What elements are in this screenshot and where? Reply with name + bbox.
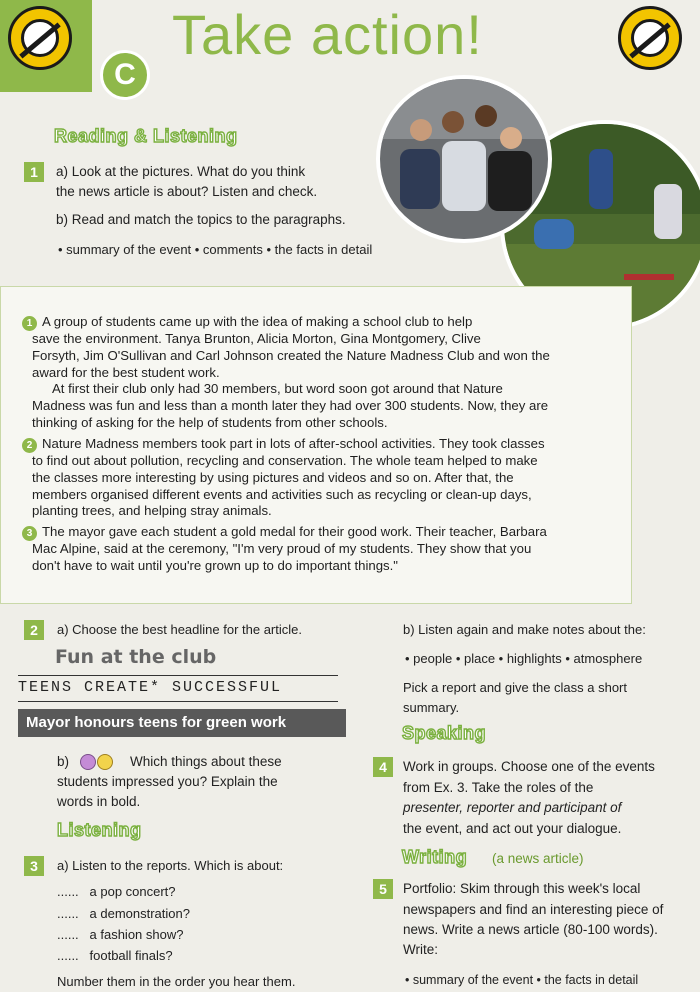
headline-rule-top xyxy=(18,675,338,676)
writing-subheading: (a news article) xyxy=(492,851,584,866)
paragraph-1-number: 1 xyxy=(22,316,37,331)
exercise-4-number: 4 xyxy=(373,757,393,777)
ex3-report-line1: Pick a report and give the class a short xyxy=(403,680,628,695)
ex2-a: a) Choose the best headline for the article. xyxy=(57,622,302,637)
paragraph-2-number: 2 xyxy=(22,438,37,453)
ex3-item-1: ...... a pop concert? xyxy=(57,884,176,899)
exercise-1-number: 1 xyxy=(24,162,44,182)
ex2-b-line2: students impressed you? Explain the xyxy=(57,774,278,789)
exercise-5-number: 5 xyxy=(373,879,393,899)
headline-option-3: Mayor honours teens for green work xyxy=(18,709,346,737)
reading-listening-heading: Reading & Listening xyxy=(54,126,238,146)
page-title: Take action! xyxy=(172,3,483,66)
ex3-item-4: ...... football finals? xyxy=(57,948,173,963)
ex4-line3: presenter, reporter and participant of xyxy=(403,800,622,815)
ex2-b-line1: Which things about these xyxy=(130,754,282,769)
listening-heading: Listening xyxy=(57,820,142,840)
ex2-b-line3: words in bold. xyxy=(57,794,141,809)
ex2-b-label: b) xyxy=(57,754,70,769)
section-letter-badge: C xyxy=(100,50,150,100)
ex1-b: b) Read and match the topics to the paragraphs. xyxy=(56,212,346,227)
ex3-a: a) Listen to the reports. Which is about: xyxy=(57,858,284,873)
students-photo xyxy=(376,75,552,243)
pair-work-icon xyxy=(80,754,114,773)
ex1-topics: • summary of the event • comments • the facts in detail xyxy=(58,242,373,257)
ex3-b-notes: • people • place • highlights • atmosphere xyxy=(405,651,643,666)
pdf-stamp-left-icon[interactable] xyxy=(8,6,72,70)
ex5-line3: news. Write a news article (80-100 words). xyxy=(403,922,658,937)
paragraph-3-number: 3 xyxy=(22,526,37,541)
pdf-stamp-right-icon[interactable] xyxy=(618,6,682,70)
ex3-item-2: ...... a demonstration? xyxy=(57,906,190,921)
headline-option-2: TEENS CREATE* SUCCESSFUL xyxy=(18,679,283,696)
ex3-report-line2: summary. xyxy=(403,700,460,715)
article-paragraph-3: 3 The mayor gave each student a gold medal for their good work. Their teacher, Barbara Mac Alpine, said at the ceremony, "I'm very proud of my students. They show that you don't have to wait until you're grown up to do important things." xyxy=(22,524,612,575)
ex4-line4: the event, and act out your dialogue. xyxy=(403,821,622,836)
ex5-line2: newspapers and find an interesting piece of xyxy=(403,902,664,917)
ex3-footer: Number them in the order you hear them. xyxy=(57,974,296,989)
ex5-topics: • summary of the event • the facts in detail xyxy=(405,973,639,987)
exercise-2-number: 2 xyxy=(24,620,44,640)
ex4-line2: from Ex. 3. Take the roles of the xyxy=(403,780,594,795)
ex3-b: b) Listen again and make notes about the: xyxy=(403,622,646,637)
ex1-a-line2: the news article is about? Listen and check. xyxy=(56,184,318,199)
headline-rule-bottom xyxy=(18,701,338,702)
ex3-item-3: ...... a fashion show? xyxy=(57,927,184,942)
ex4-line1: Work in groups. Choose one of the events xyxy=(403,759,655,774)
exercise-3-number: 3 xyxy=(24,856,44,876)
ex5-line1: Portfolio: Skim through this week's local xyxy=(403,881,641,896)
speaking-heading: Speaking xyxy=(402,723,487,743)
headline-option-1: Fun at the club xyxy=(55,646,217,668)
article-paragraph-2: 2 Nature Madness members took part in lots of after-school activities. They took classes to find out about pollution, recycling and conservation. The whole team helped to make the classes more interesting by using pictures and videos and so on. After that, the members organised different events and activities such as recycling or clean-up days, planting trees, and helping stray animals. xyxy=(22,436,612,520)
ex1-a-line1: a) Look at the pictures. What do you think xyxy=(56,164,306,179)
article-paragraph-1: 1 A group of students came up with the idea of making a school club to help save the environment. Tanya Brunton, Alicia Morton, Gina Montgomery, Clive Forsyth, Jim O'Sullivan and Carl Johnson created the Nature Madness Club and won the award for the best student work. At first their club only had 30 members, but word soon got around that Nature Madness was fun and less than a month later they had over 300 students. Now, they are thinking of asking for the help of students from other schools. xyxy=(22,314,612,432)
ex5-line4: Write: xyxy=(403,942,439,957)
writing-heading: Writing xyxy=(402,847,468,867)
